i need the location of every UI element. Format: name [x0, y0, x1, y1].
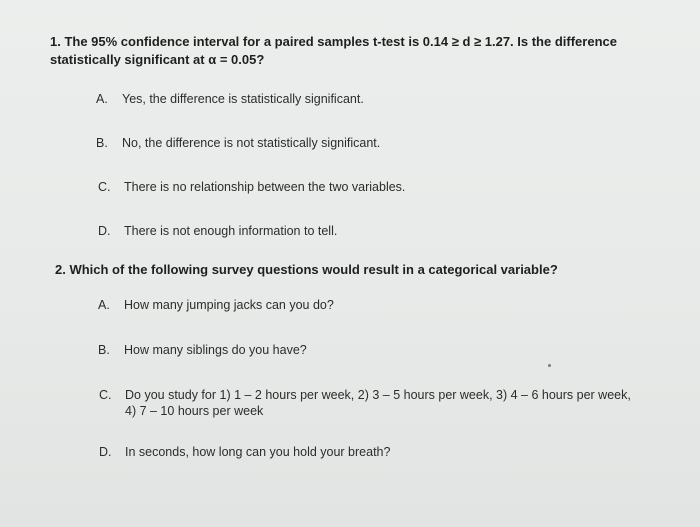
question-1-line-1: 1. The 95% confidence interval for a paired samples t-test is 0.14 ≥ d ≥ 1.27. Is the difference	[50, 34, 617, 49]
option-text-block	[125, 387, 631, 419]
option-letter: C.	[99, 388, 112, 402]
option-text: How many jumping jacks can you do?	[124, 298, 334, 312]
option-letter: B.	[98, 343, 110, 357]
question-1-option-b[interactable]	[96, 135, 380, 151]
question-2-option-b[interactable]	[98, 342, 307, 358]
question-2-option-d[interactable]	[99, 444, 390, 460]
option-text: How many siblings do you have?	[124, 343, 307, 357]
question-2-line-1: 2. Which of the following survey questions would result in a categorical variable?	[55, 262, 558, 277]
option-text: Yes, the difference is statistically significant.	[122, 92, 364, 106]
option-letter: D.	[99, 445, 112, 459]
option-letter: C.	[98, 180, 111, 194]
option-text: There is no relationship between the two variables.	[124, 180, 406, 194]
question-1-option-d[interactable]	[98, 223, 337, 239]
option-text: There is not enough information to tell.	[124, 224, 338, 238]
question-2-option-a[interactable]	[98, 297, 334, 313]
question-1-line-2: statistically significant at α = 0.05?	[50, 52, 265, 67]
option-letter: B.	[96, 136, 108, 150]
option-text-continued: 4) 7 – 10 hours per week	[125, 404, 264, 418]
question-2-option-c[interactable]	[99, 387, 631, 419]
question-2-title	[55, 261, 558, 279]
option-letter: A.	[96, 92, 108, 106]
option-text: In seconds, how long can you hold your breath?	[125, 445, 391, 459]
question-1-title	[50, 33, 617, 69]
question-1-option-a[interactable]	[96, 91, 364, 107]
option-text: No, the difference is not statistically significant.	[122, 136, 381, 150]
option-letter: D.	[98, 224, 111, 238]
question-1-option-c[interactable]	[98, 179, 405, 195]
paper-speck	[548, 364, 551, 367]
option-letter: A.	[98, 298, 110, 312]
option-text: Do you study for 1) 1 – 2 hours per week, 2) 3 – 5 hours per week, 3) 4 – 6 hours per week,	[125, 388, 631, 402]
